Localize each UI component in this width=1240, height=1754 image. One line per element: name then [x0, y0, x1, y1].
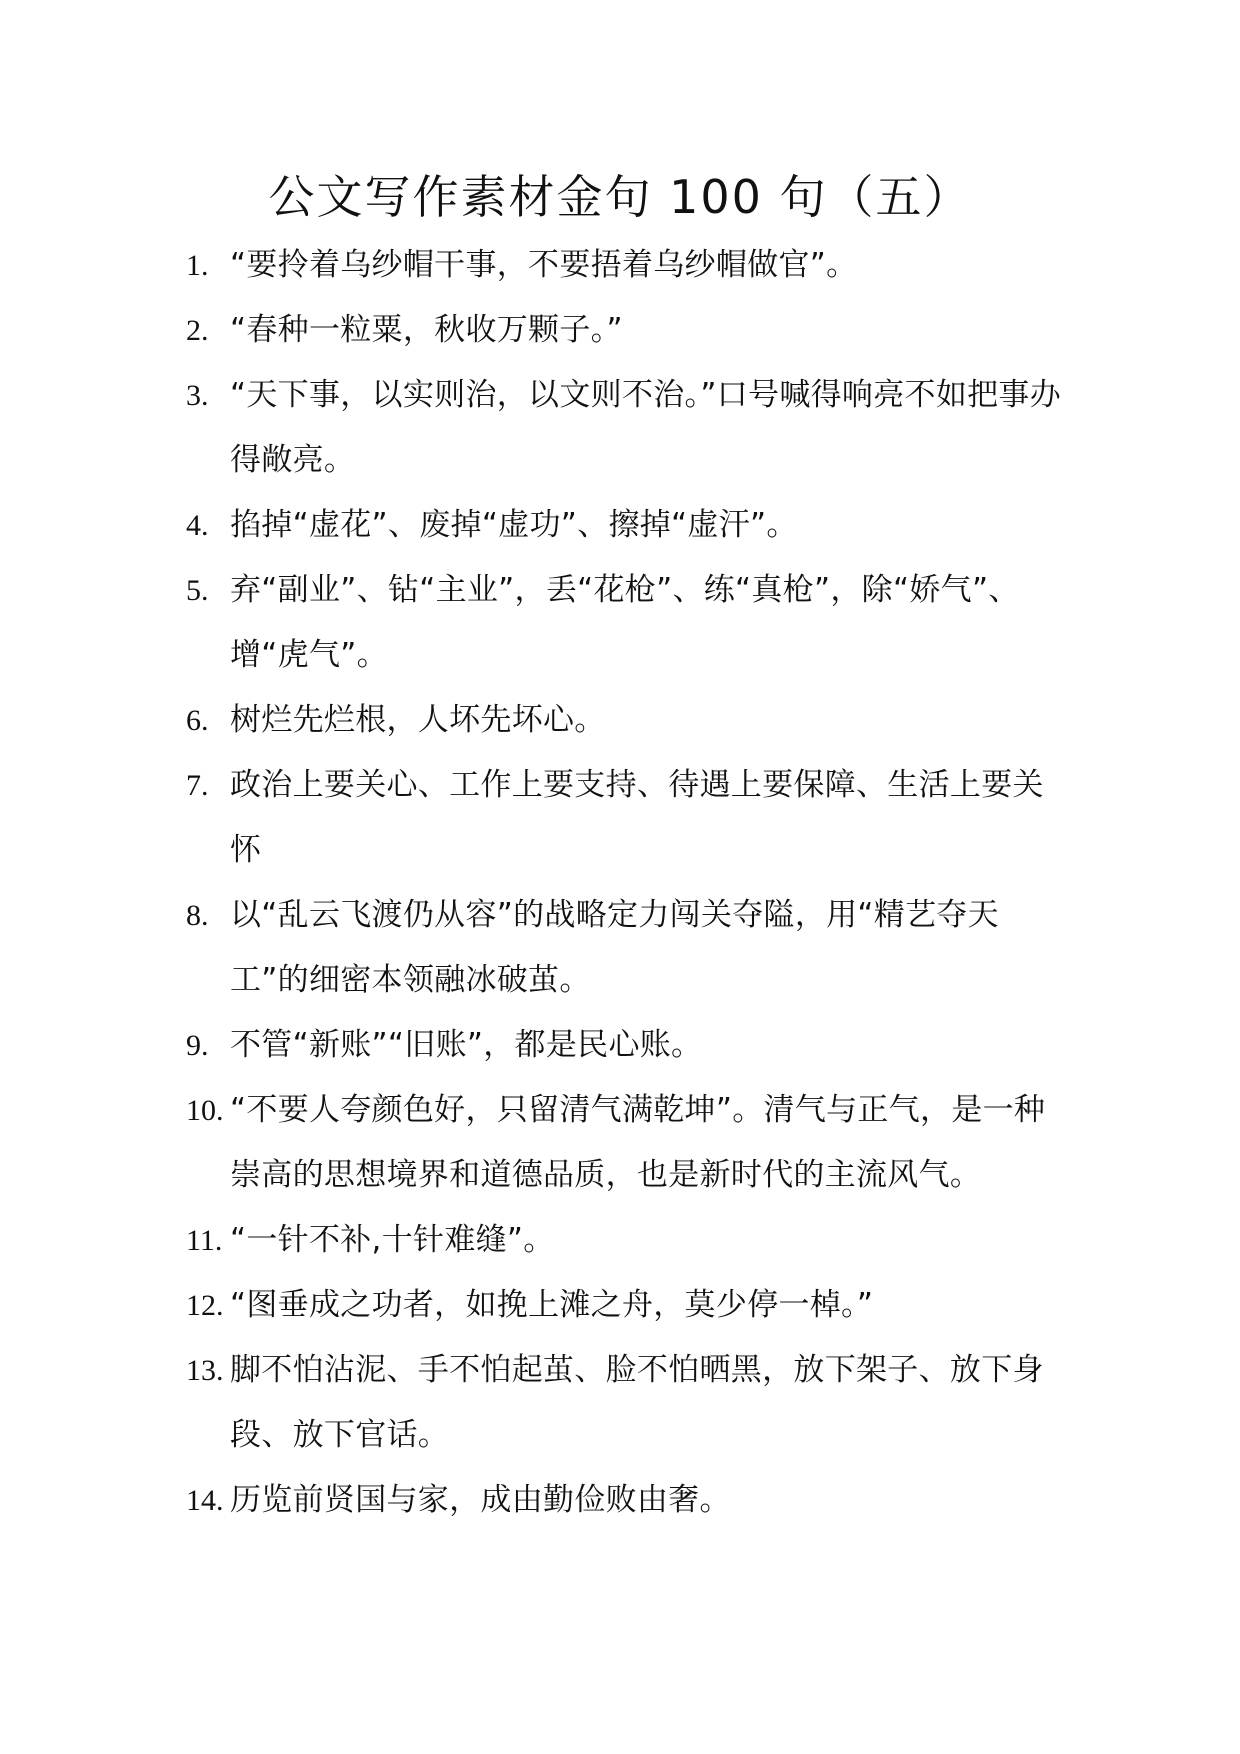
quote-text: “一针不补,十针难缝”。	[230, 1222, 555, 1258]
quote-number: 10.	[186, 1094, 224, 1127]
quote-item	[186, 1078, 1066, 1208]
quote-item	[186, 363, 1066, 493]
quote-text: “图垂成之功者，如挽上滩之舟，莫少停一棹。”	[230, 1287, 874, 1323]
quote-number: 4.	[186, 509, 209, 542]
quote-item	[186, 1338, 1066, 1468]
quote-item	[186, 233, 1066, 298]
quote-text: “春种一粒粟，秋收万颗子。”	[230, 312, 623, 348]
quote-item	[186, 1273, 1066, 1338]
quote-item	[186, 753, 1066, 883]
quote-text: “要拎着乌纱帽干事，不要捂着乌纱帽做官”。	[230, 247, 858, 283]
quote-number: 5.	[186, 574, 209, 607]
quote-number: 13.	[186, 1354, 224, 1387]
quote-text: 政治上要关心、工作上要支持、待遇上要保障、生活上要关怀	[230, 767, 1044, 868]
quote-number: 2.	[186, 314, 209, 347]
quote-item	[186, 1013, 1066, 1078]
quote-item	[186, 298, 1066, 363]
quote-text: 历览前贤国与家，成由勤俭败由奢。	[230, 1482, 731, 1518]
quote-text: 不管“新账”“旧账”，都是民心账。	[230, 1027, 703, 1063]
quote-number: 1.	[186, 249, 209, 282]
quote-number: 9.	[186, 1029, 209, 1062]
quote-item	[186, 1208, 1066, 1273]
quote-item	[186, 558, 1066, 688]
quote-item	[186, 688, 1066, 753]
document-title: 公文写作素材金句 100 句（五）	[268, 170, 972, 224]
quote-item	[186, 493, 1066, 558]
quote-number: 14.	[186, 1484, 224, 1517]
quote-text: 弃“副业”、钻“主业”，丢“花枪”、练“真枪”，除“娇气”、增“虎气”。	[230, 572, 1020, 673]
quote-number: 3.	[186, 379, 209, 412]
quote-item	[186, 883, 1066, 1013]
quote-number: 8.	[186, 899, 209, 932]
quote-text: 树烂先烂根，人坏先坏心。	[230, 702, 606, 738]
quote-text: 以“乱云飞渡仍从容”的战略定力闯关夺隘，用“精艺夺天工”的细密本领融冰破茧。	[230, 897, 999, 998]
quote-text: “天下事，以实则治，以文则不治。”口号喊得响亮不如把事办得敞亮。	[230, 377, 1062, 478]
quote-number: 7.	[186, 769, 209, 802]
quote-number: 6.	[186, 704, 209, 737]
quote-text: 脚不怕沾泥、手不怕起茧、脸不怕晒黑，放下架子、放下身段、放下官话。	[230, 1352, 1044, 1453]
quote-text: “不要人夸颜色好，只留清气满乾坤”。清气与正气，是一种崇高的思想境界和道德品质，也是新时代的主流风气。	[230, 1092, 1046, 1193]
quote-number: 11.	[186, 1224, 223, 1257]
quote-number: 12.	[186, 1289, 224, 1322]
quote-list	[186, 233, 1066, 1533]
quote-item	[186, 1468, 1066, 1533]
quote-text: 掐掉“虚花”、废掉“虚功”、擦掉“虚汗”。	[230, 507, 798, 543]
